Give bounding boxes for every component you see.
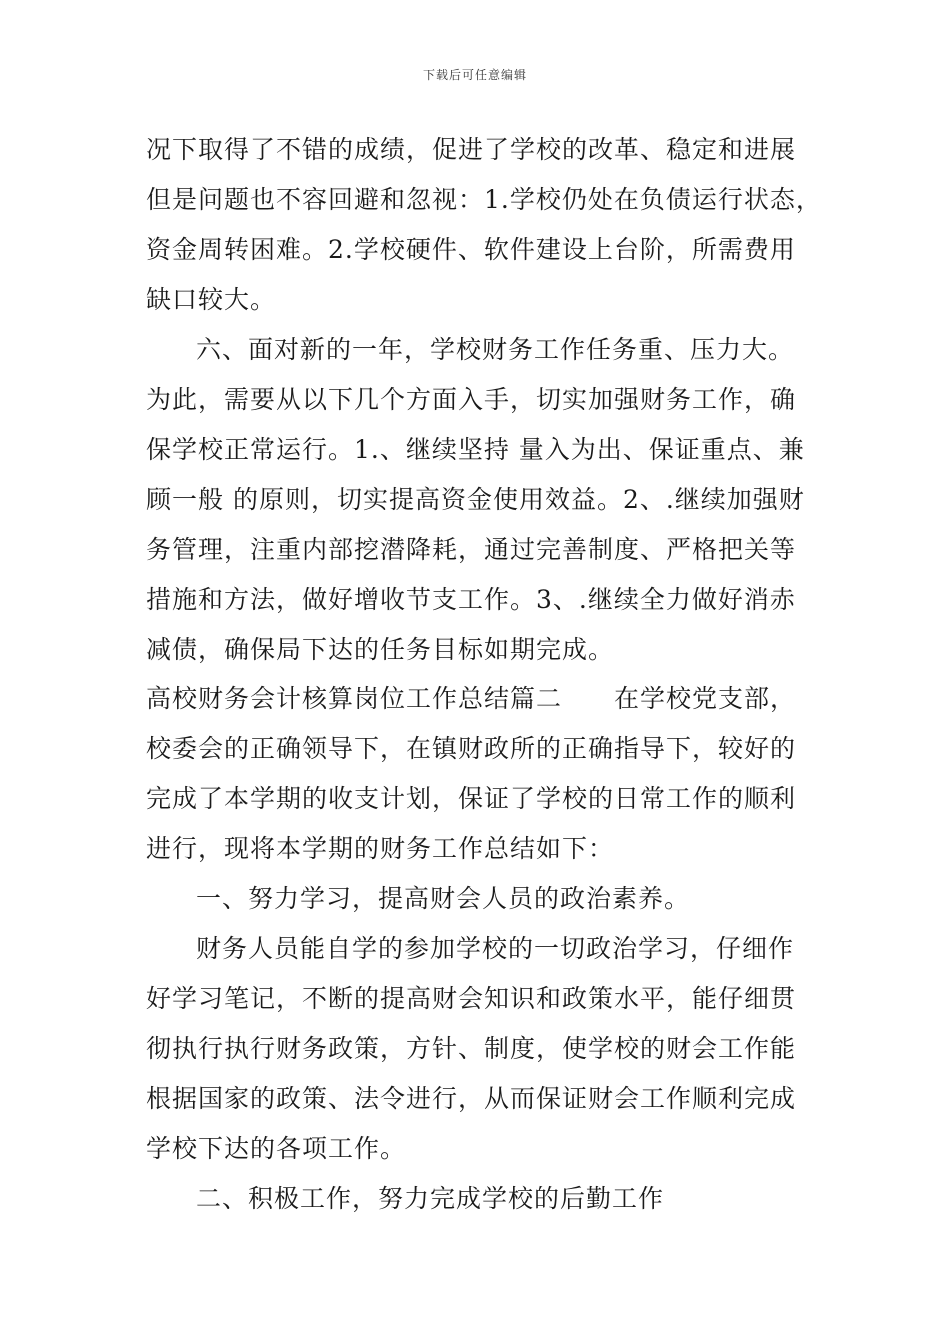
text-line: 学校下达的各项工作。 xyxy=(146,1134,407,1163)
text-line: 顾一般 的原则，切实提高资金使用效益。2、.继续加强财 xyxy=(146,485,805,514)
text-line: 好学习笔记，不断的提高财会知识和政策水平，能仔细贯 xyxy=(146,984,797,1013)
section-heading: 二、积极工作，努力完成学校的后勤工作 xyxy=(196,1184,665,1213)
text-line: 缺口较大。 xyxy=(146,285,277,314)
text-line: 校委会的正确领导下，在镇财政所的正确指导下，较好的 xyxy=(146,734,797,763)
text-line: 进行，现将本学期的财务工作总结如下： xyxy=(146,834,615,863)
text-line: 措施和方法，做好增收节支工作。3、.继续全力做好消赤 xyxy=(146,585,796,614)
text-line: 财务人员能自学的参加学校的一切政治学习，仔细作 xyxy=(196,934,795,963)
text-line: 资金周转困难。2.学校硬件、软件建设上台阶，所需费用 xyxy=(146,235,796,264)
article-title-line: 高校财务会计核算岗位工作总结篇二 在学校党支部， xyxy=(146,684,797,713)
section-heading: 六、面对新的一年，学校财务工作任务重、压力大。 xyxy=(196,335,795,364)
text-line: 完成了本学期的收支计划，保证了学校的日常工作的顺利 xyxy=(146,784,797,813)
text-line: 但是问题也不容回避和忽视：1.学校仍处在负债运行状态， xyxy=(146,185,822,214)
page-header-note: 下载后可任意编辑 xyxy=(422,68,527,82)
text-line: 彻执行执行财务政策，方针、制度，使学校的财会工作能 xyxy=(146,1034,797,1063)
text-line: 保学校正常运行。1.、继续坚持 量入为出、保证重点、兼 xyxy=(146,435,805,464)
text-line: 况下取得了不错的成绩，促进了学校的改革、稳定和进展 xyxy=(146,135,797,164)
section-heading: 一、努力学习，提高财会人员的政治素养。 xyxy=(196,884,691,913)
text-line: 务管理，注重内部挖潜降耗，通过完善制度、严格把关等 xyxy=(146,535,797,564)
text-line: 减债，确保局下达的任务目标如期完成。 xyxy=(146,635,615,664)
text-line: 为此，需要从以下几个方面入手，切实加强财务工作，确 xyxy=(146,385,797,414)
text-line: 根据国家的政策、法令进行，从而保证财会工作顺利完成 xyxy=(146,1084,797,1113)
